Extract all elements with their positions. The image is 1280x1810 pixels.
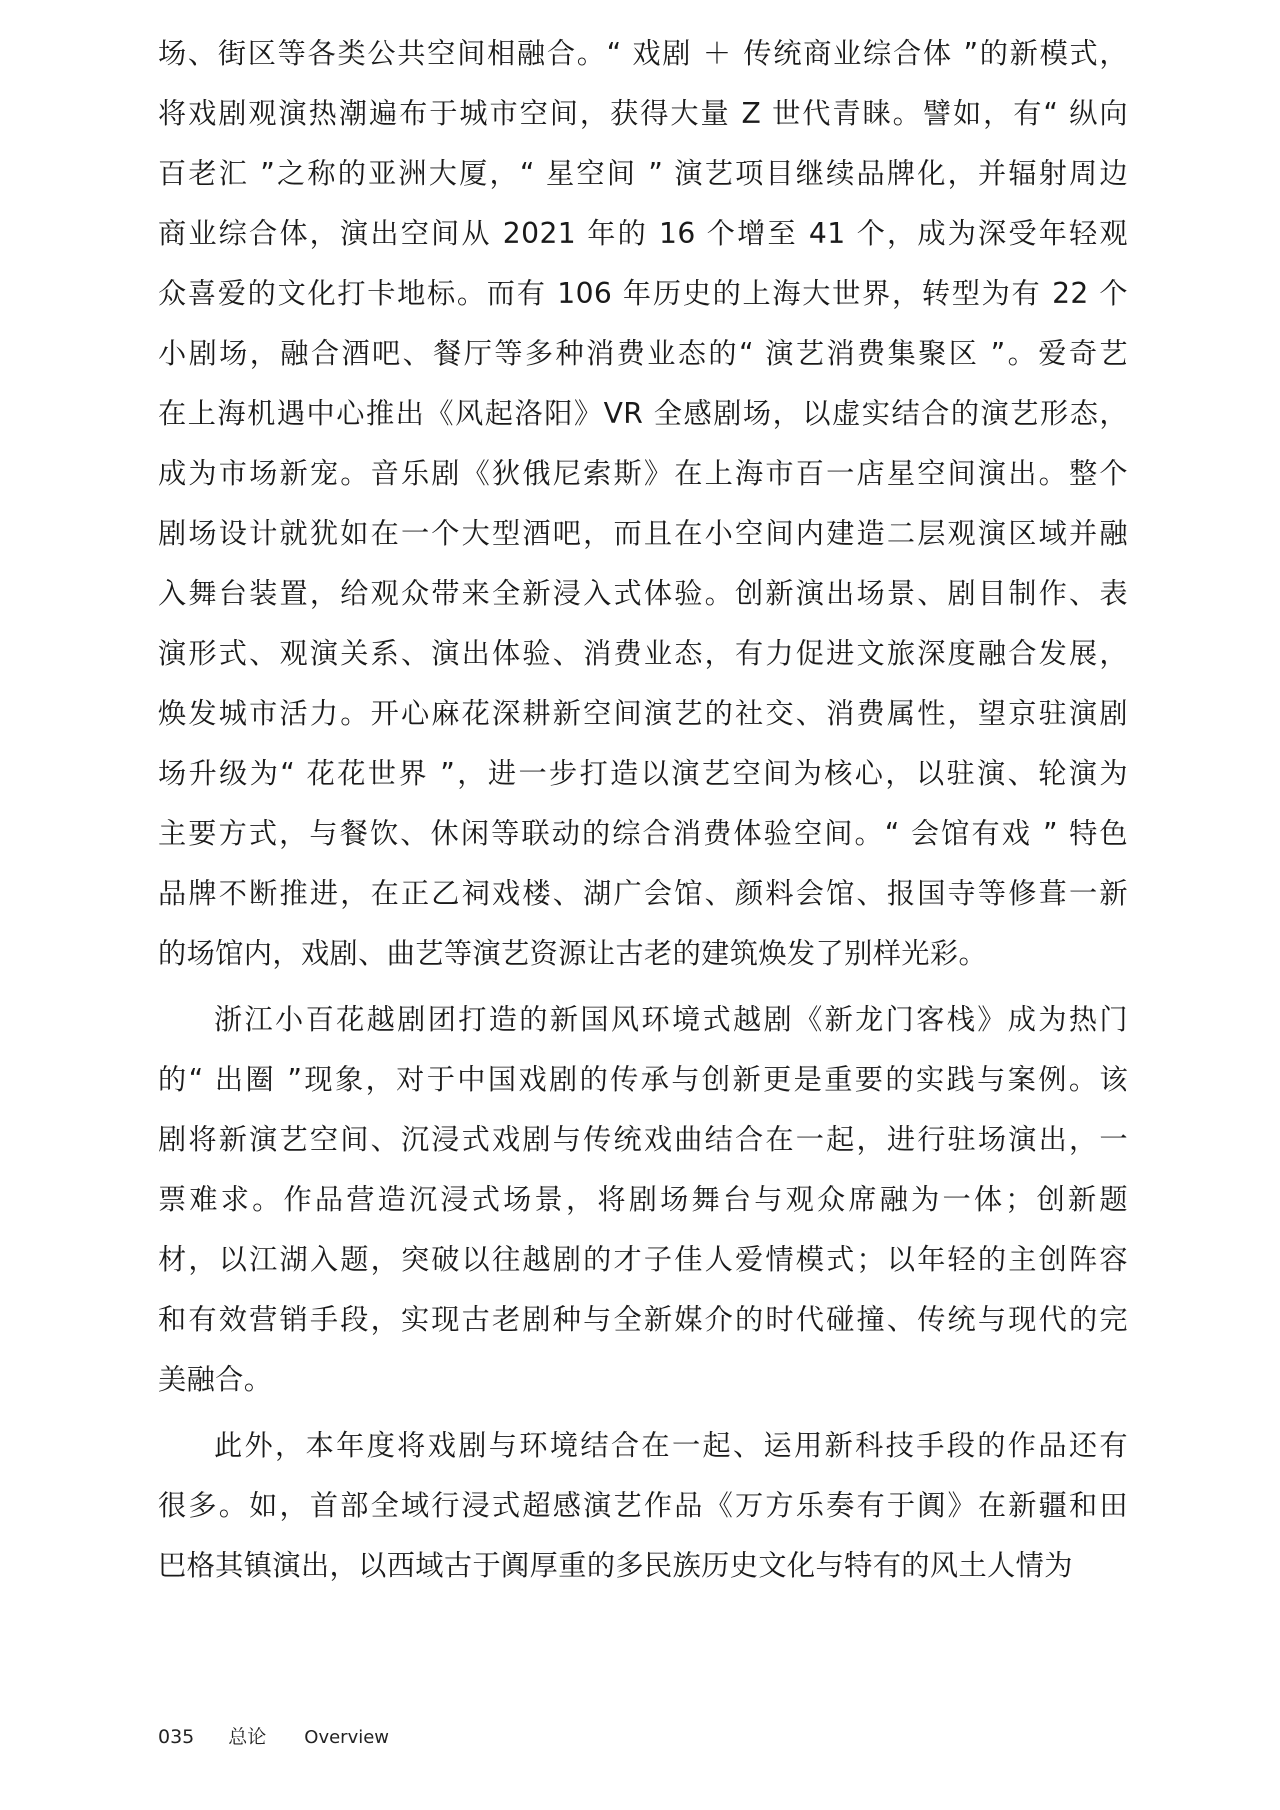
text-line: 剧场设计就犹如在一个大型酒吧，而且在小空间内建造二层观演区域并融 [158,517,1128,550]
text-line: 主要方式，与餐饮、休闲等联动的综合消费体验空间。“ 会馆有戏 ” 特色 [158,817,1128,850]
text-line: 焕发城市活力。开心麻花深耕新空间演艺的社交、消费属性，望京驻演剧 [158,697,1128,730]
text-line: 材，以江湖入题，突破以往越剧的才子佳人爱情模式；以年轻的主创阵容 [158,1243,1128,1276]
text-line: 此外，本年度将戏剧与环境结合在一起、运用新科技手段的作品还有 [214,1429,1128,1462]
text-line: 和有效营销手段，实现古老剧种与全新媒介的时代碰撞、传统与现代的完 [158,1303,1128,1336]
text-line: 浙江小百花越剧团打造的新国风环境式越剧《新龙门客栈》成为热门 [214,1003,1128,1036]
paragraph [158,24,1128,984]
text-line: 很多。如，首部全域行浸式超感演艺作品《万方乐奏有于阗》在新疆和田 [158,1489,1128,1522]
text-line: 场升级为“ 花花世界 ”，进一步打造以演艺空间为核心，以驻演、轮演为 [158,757,1128,790]
text-line: 巴格其镇演出，以西域古于阗厚重的多民族历史文化与特有的风土人情为 [158,1549,1073,1582]
text-line: 商业综合体，演出空间从 2021 年的 16 个增至 41 个，成为深受年轻观 [158,217,1128,250]
paragraph [158,1416,1128,1596]
text-line: 演形式、观演关系、演出体验、消费业态，有力促进文旅深度融合发展， [158,637,1128,670]
paragraph [158,990,1128,1410]
text-line: 入舞台装置，给观众带来全新浸入式体验。创新演出场景、剧目制作、表 [158,577,1128,610]
body-text [158,24,1128,1602]
text-line: 将戏剧观演热潮遍布于城市空间，获得大量 Z 世代青睐。譬如，有“ 纵向 [158,97,1128,130]
text-line: 百老汇 ”之称的亚洲大厦，“ 星空间 ” 演艺项目继续品牌化，并辐射周边 [158,157,1128,190]
text-line: 成为市场新宠。音乐剧《狄俄尼索斯》在上海市百一店星空间演出。整个 [158,457,1128,490]
text-line: 小剧场，融合酒吧、餐厅等多种消费业态的“ 演艺消费集聚区 ”。爱奇艺 [158,337,1128,370]
page-footer [158,1722,389,1752]
text-line: 的“ 出圈 ”现象，对于中国戏剧的传承与创新更是重要的实践与案例。该 [158,1063,1128,1096]
text-line: 众喜爱的文化打卡地标。而有 106 年历史的上海大世界，转型为有 22 个 [158,277,1128,310]
text-line: 美融合。 [158,1363,273,1396]
text-line: 品牌不断推进，在正乙祠戏楼、湖广会馆、颜料会馆、报国寺等修葺一新 [158,877,1128,910]
text-line: 的场馆内，戏剧、曲艺等演艺资源让古老的建筑焕发了别样光彩。 [158,937,988,970]
section-title-chinese: 总论 [228,1726,267,1748]
text-line: 剧将新演艺空间、沉浸式戏剧与传统戏曲结合在一起，进行驻场演出，一 [158,1123,1128,1156]
text-line: 票难求。作品营造沉浸式场景，将剧场舞台与观众席融为一体；创新题 [158,1183,1128,1216]
text-line: 在上海机遇中心推出《风起洛阳》VR 全感剧场，以虚实结合的演艺形态， [158,397,1128,430]
text-line: 场、街区等各类公共空间相融合。“ 戏剧 ＋ 传统商业综合体 ”的新模式， [158,37,1128,70]
page-number: 035 [158,1726,195,1748]
section-title-english: Overview [304,1727,390,1748]
